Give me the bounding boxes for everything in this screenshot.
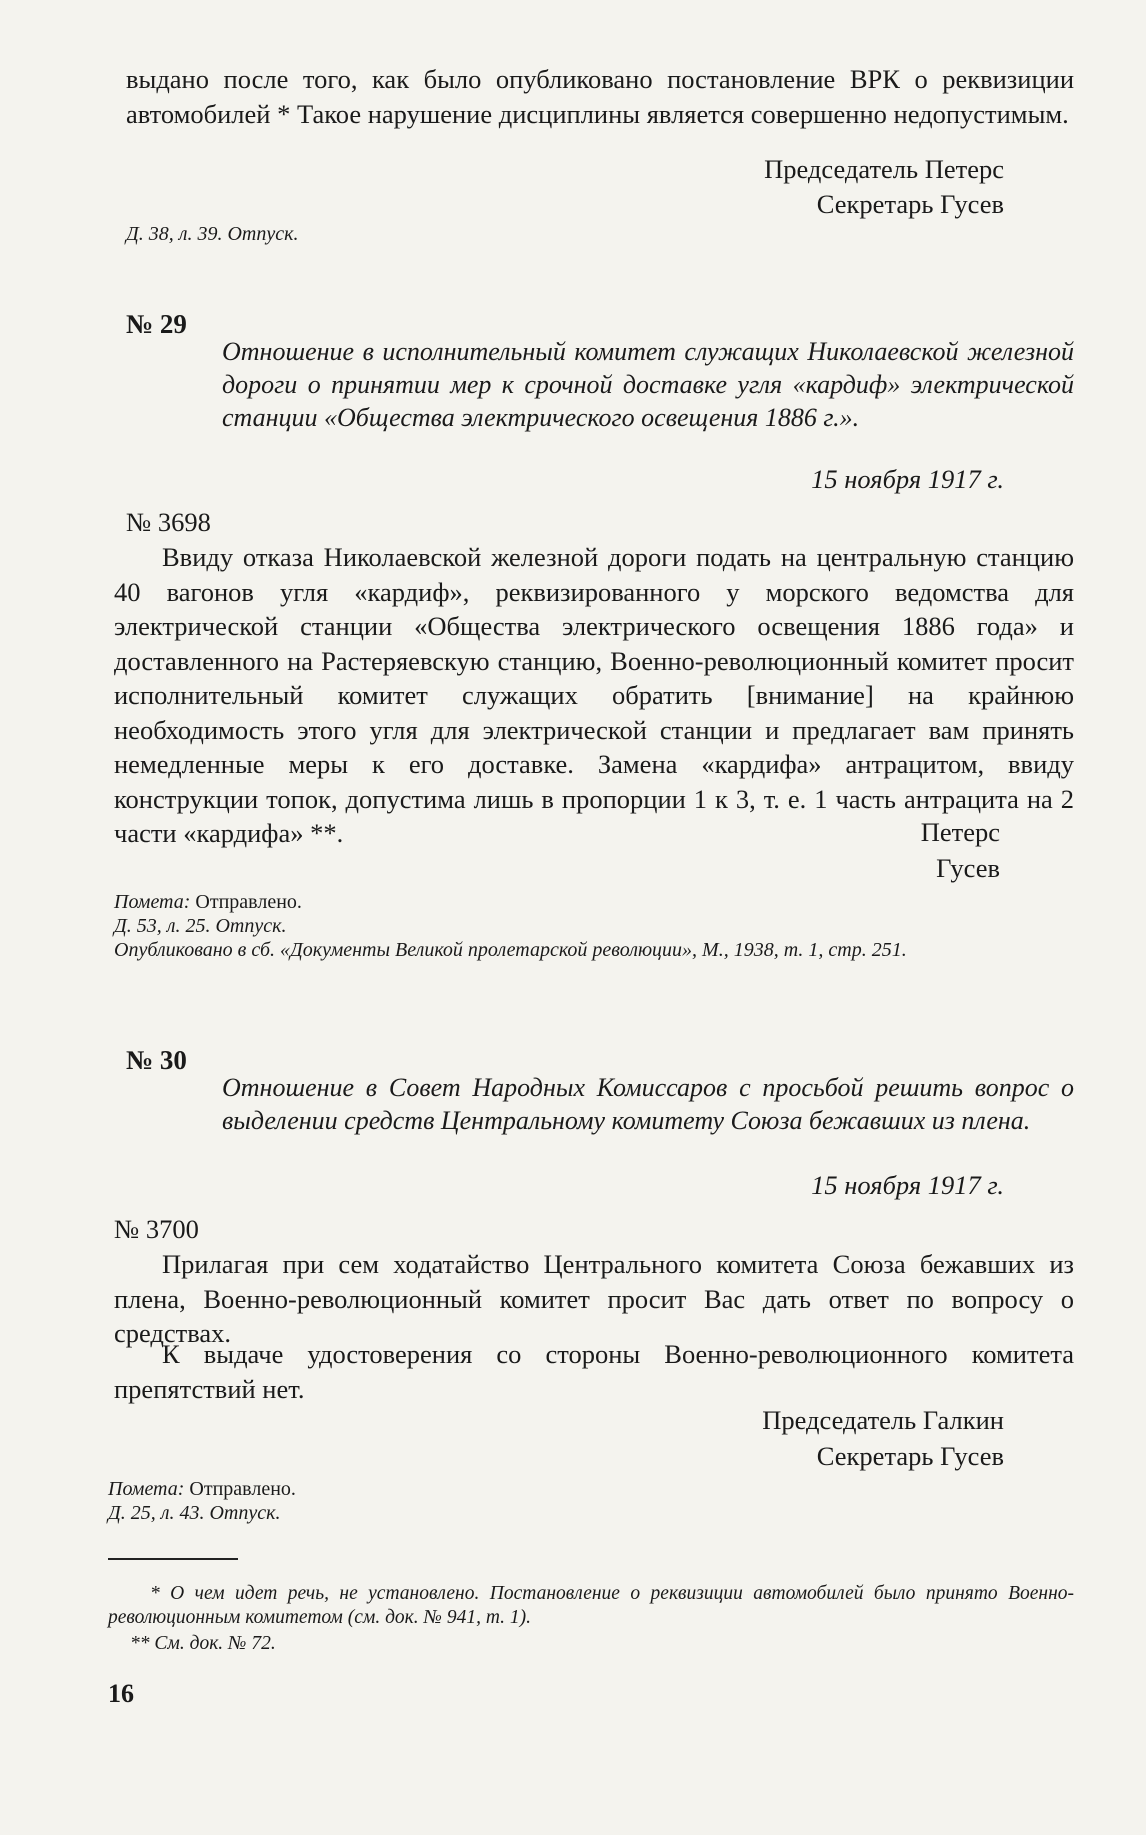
annotation-value: Отправлено.: [189, 1478, 296, 1500]
footnote-divider: [108, 1558, 238, 1560]
document-body: Прилагая при сем ходатайство Центрального комитета Союза бежавших из плена, Военно-революционный комитет просит Вас дать ответ по вопросу о средствах.: [114, 1249, 1074, 1348]
signature-secretary: Гусев: [936, 853, 1000, 883]
signature-chairman: Председатель Галкин: [762, 1405, 1004, 1435]
annotation-mark: [108, 1477, 296, 1501]
publication-note: Опубликовано в сб. «Документы Великой пролетарской революции», М., 1938, т. 1, стр. 251.: [114, 939, 907, 961]
document-body: Ввиду отказа Николаевской железной дороги подать на центральную станцию 40 вагонов угля «кардиф», реквизированного у морского ведомства для электрической станции «Общества электрического освещения 1886 года» и доставленного на Растеряевскую станцию, Военно-революционный комитет просит исполнительный комитет служащих обратить [внимание] на крайнюю необходимость этого угля для электрической станции и предлагает вам принять немедленные меры к его доставке. Замена «кардифа» антрацитом, ввиду конструкции топок, допустима лишь в пропорции 1 к 3, т. е. 1 часть антрацита на 2 части «кардифа» **.: [114, 542, 1074, 848]
signature-secretary: Секретарь Гусев: [816, 189, 1004, 219]
page-number: 16: [108, 1679, 134, 1708]
document-title: Отношение в исполнительный комитет служащих Николаевской железной дороги о принятии мер к срочной доставке угля «кардиф» электрической станции «Общества электрического освещения 1886 г.».: [222, 337, 1074, 432]
footnote: * О чем идет речь, не установлено. Постановление о реквизиции автомобилей было принято Военно-революционным комитетом (см. док. № 941, т. 1).: [108, 1583, 1074, 1628]
document-body: К выдаче удостоверения со стороны Военно-революционного комитета препятствий нет.: [114, 1339, 1074, 1404]
document-title: Отношение в Совет Народных Комиссаров с просьбой решить вопрос о выделении средств Центральному комитету Союза бежавших из плена.: [222, 1073, 1074, 1135]
archive-reference: Д. 25, л. 43. Отпуск.: [108, 1502, 281, 1524]
archive-reference: Д. 53, л. 25. Отпуск.: [114, 915, 287, 937]
signature-chairman: Петерс: [920, 817, 1000, 847]
annotation-label: Помета:: [108, 1478, 185, 1500]
annotation-value: Отправлено.: [195, 891, 302, 913]
document-number: № 29: [126, 309, 187, 339]
annotation-label: Помета:: [114, 891, 191, 913]
archive-reference: Д. 38, л. 39. Отпуск.: [126, 223, 299, 245]
signature-secretary: Секретарь Гусев: [816, 1441, 1004, 1471]
outgoing-number: № 3698: [126, 507, 211, 537]
outgoing-number: № 3700: [114, 1214, 199, 1244]
signature-chairman: Председатель Петерс: [764, 154, 1004, 184]
document-number: № 30: [126, 1045, 187, 1075]
document-date: 15 ноября 1917 г.: [811, 1170, 1004, 1200]
continued-paragraph: выдано после того, как было опубликовано постановление ВРК о реквизиции автомобилей * Такое нарушение дисциплины является совершенно недопустимым.: [126, 64, 1074, 129]
footnote: ** См. док. № 72.: [130, 1633, 276, 1654]
annotation-mark: [114, 890, 302, 914]
document-date: 15 ноября 1917 г.: [811, 464, 1004, 494]
